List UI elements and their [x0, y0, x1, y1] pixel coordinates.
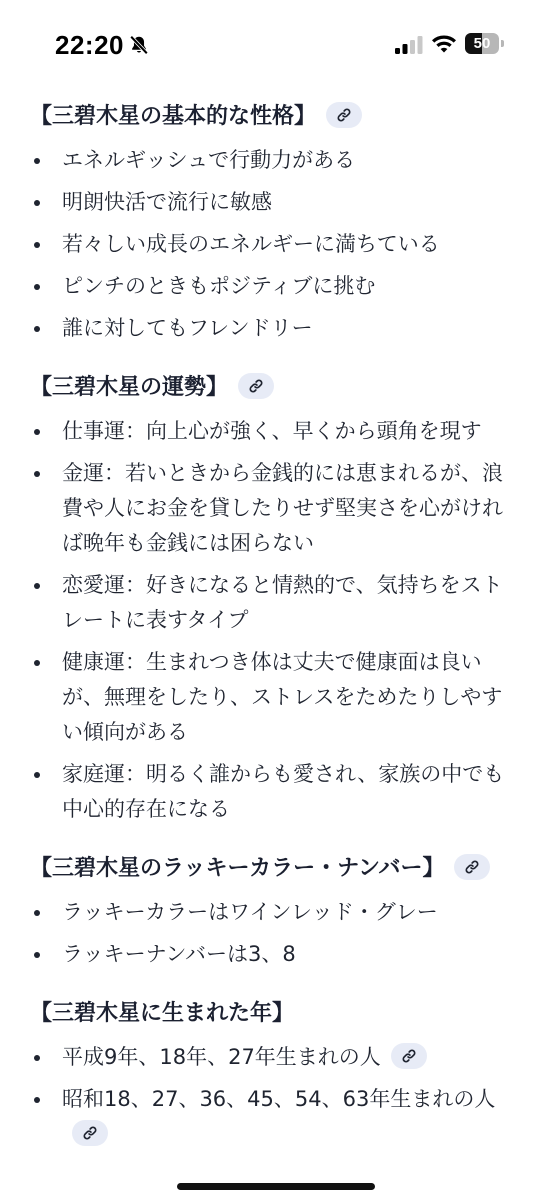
- home-indicator[interactable]: [177, 1183, 375, 1190]
- link-icon: [401, 1048, 417, 1064]
- section-heading: [30, 848, 520, 890]
- section-heading-text: 【三碧木星の運勢】: [30, 375, 229, 400]
- list-item-text: 健康運：生まれつき体は丈夫で健康面は良いが、無理をしたり、ストレスをためたりしやすい傾向がある: [62, 650, 503, 744]
- list-item: [0, 143, 512, 178]
- bullet-list: [0, 414, 552, 827]
- list-item-text: 平成9年、18年、27年生まれの人: [62, 1045, 381, 1069]
- list-item-text: 仕事運：向上心が強く、早くから頭角を現す: [62, 419, 482, 443]
- list-item: [0, 1040, 512, 1075]
- bell-slash-icon: [128, 34, 150, 56]
- list-item: [0, 311, 512, 346]
- section-heading-text: 【三碧木星の基本的な性格】: [30, 104, 317, 129]
- section: [0, 993, 552, 1152]
- battery-indicator: [465, 33, 505, 54]
- list-item-text: 家庭運：明るく誰からも愛され、家族の中でも中心的存在になる: [62, 762, 505, 821]
- list-item: [0, 269, 512, 304]
- link-chip[interactable]: [72, 1120, 108, 1146]
- section: [0, 96, 552, 346]
- list-item: [0, 456, 512, 561]
- bullet-list: [0, 895, 552, 972]
- list-item-text: 誰に対してもフレンドリー: [62, 316, 313, 340]
- list-item-text: ピンチのときもポジティブに挑む: [62, 274, 376, 298]
- section-heading: [30, 96, 520, 138]
- battery-body: [465, 33, 499, 54]
- section-heading-text: 【三碧木星のラッキーカラー・ナンバー】: [30, 856, 445, 881]
- article-content: [0, 96, 552, 1173]
- list-item: [0, 937, 512, 972]
- list-item-text: 恋愛運：好きになると情熱的で、気持ちをストレートに表すタイプ: [62, 573, 503, 632]
- section: [0, 367, 552, 827]
- link-chip[interactable]: [454, 854, 490, 880]
- section-heading: [30, 993, 520, 1035]
- list-item-text: 明朗快活で流行に敏感: [62, 190, 272, 214]
- list-item-text: ラッキーカラーはワインレッド・グレー: [62, 900, 438, 924]
- cellular-signal-icon: [395, 36, 423, 54]
- list-item: [0, 895, 512, 930]
- list-item-text: ラッキーナンバーは3、8: [62, 942, 296, 966]
- status-time: 22:20: [55, 30, 124, 60]
- link-icon: [464, 859, 480, 875]
- list-item: [0, 568, 512, 638]
- section-heading-text: 【三碧木星に生まれた年】: [30, 1001, 295, 1026]
- link-icon: [336, 107, 352, 123]
- list-item: [0, 645, 512, 750]
- section: [0, 848, 552, 972]
- link-chip[interactable]: [391, 1043, 427, 1069]
- list-item: [0, 1082, 512, 1152]
- list-item: [0, 414, 512, 449]
- wifi-icon: [431, 33, 457, 53]
- list-item: [0, 757, 512, 827]
- link-chip[interactable]: [326, 102, 362, 128]
- list-item: [0, 185, 512, 220]
- list-item-text: エネルギッシュで行動力がある: [62, 148, 356, 172]
- status-bar: [0, 0, 552, 90]
- bullet-list: [0, 1040, 552, 1152]
- link-icon: [82, 1125, 98, 1141]
- bullet-list: [0, 143, 552, 346]
- list-item-text: 若々しい成長のエネルギーに満ちている: [62, 232, 440, 256]
- link-chip[interactable]: [238, 373, 274, 399]
- list-item-text: 昭和18、27、36、45、54、63年生まれの人: [62, 1087, 496, 1111]
- battery-level: 50: [473, 35, 491, 52]
- list-item: [0, 227, 512, 262]
- link-icon: [248, 378, 264, 394]
- battery-cap: [501, 40, 504, 47]
- section-heading: [30, 367, 520, 409]
- list-item-text: 金運：若いときから金銭的には恵まれるが、浪費や人にお金を貸したりせず堅実さを心がければ晩年も金銭には困らない: [62, 461, 503, 555]
